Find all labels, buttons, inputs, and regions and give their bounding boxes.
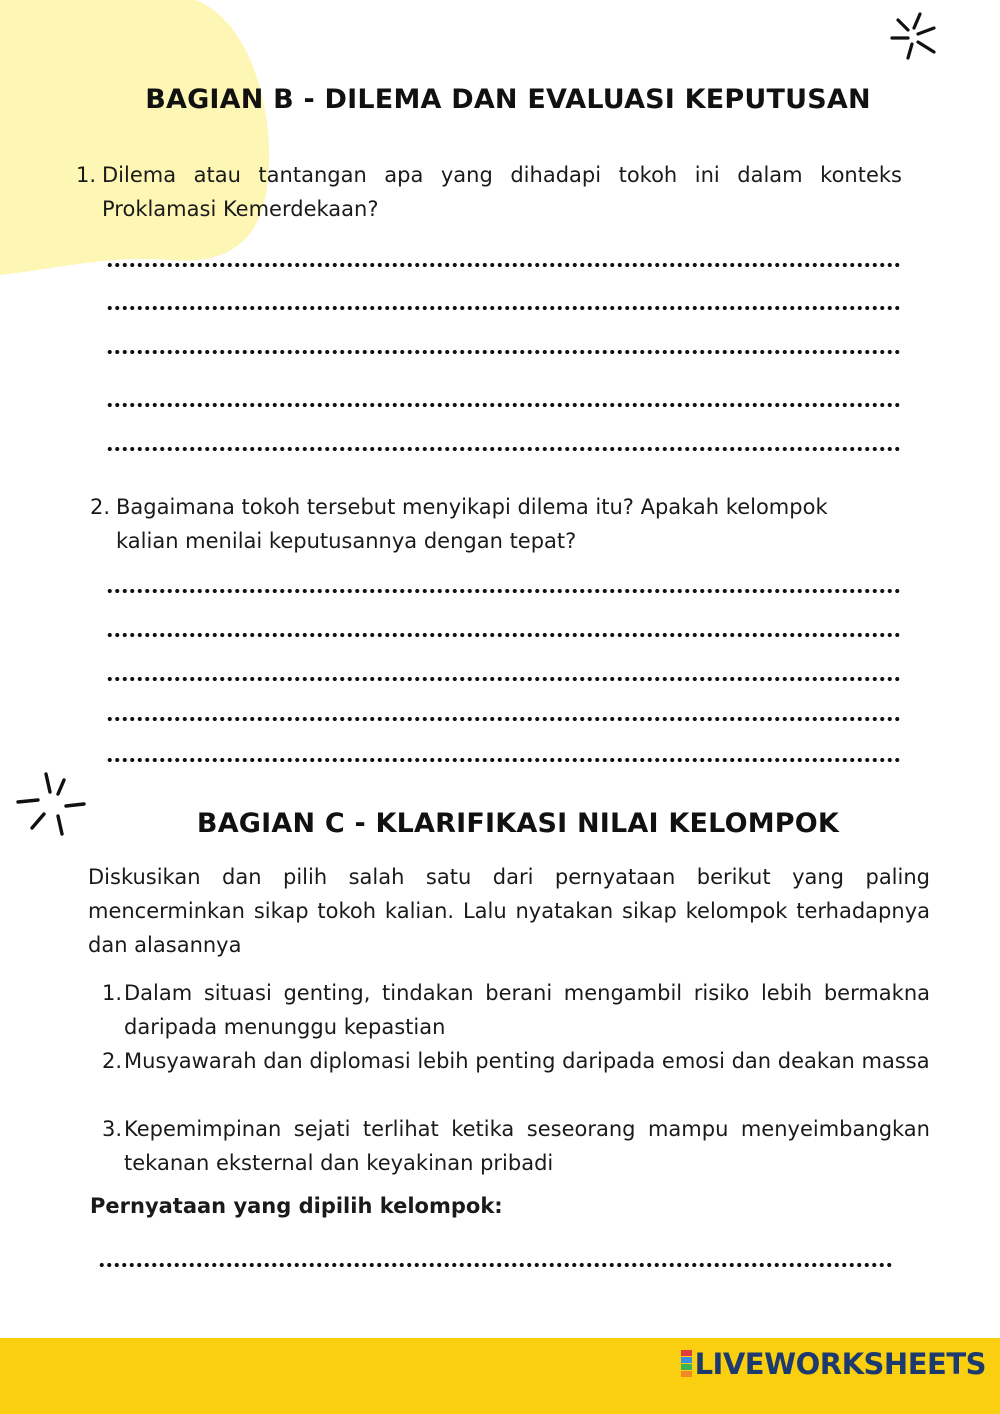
answer-line[interactable] — [106, 677, 902, 681]
statement-number: 2. — [102, 1049, 123, 1073]
decorative-yellow-blob — [0, 0, 290, 290]
question-number: 2. — [90, 495, 111, 519]
chosen-statement-label: Pernyataan yang dipilih kelompok: — [90, 1194, 503, 1218]
answer-line[interactable] — [98, 1263, 892, 1267]
statement-2 — [102, 1044, 930, 1078]
statement-1 — [102, 976, 930, 1044]
statement-3 — [102, 1112, 930, 1180]
answer-line[interactable] — [106, 403, 902, 407]
liveworksheets-logo[interactable] — [681, 1346, 986, 1382]
question-text: Bagaimana tokoh tersebut menyikapi dilema itu? Apakah kelompok kalian menilai keputusannya dengan tepat? — [116, 495, 828, 553]
brand-name: LIVEWORKSHEETS — [694, 1347, 986, 1381]
answer-line[interactable] — [106, 633, 902, 637]
question-1 — [76, 158, 902, 226]
sparkle-icon — [884, 8, 944, 68]
answer-line[interactable] — [106, 350, 902, 354]
liveworksheets-logo-icon — [681, 1350, 692, 1378]
answer-line[interactable] — [106, 758, 902, 762]
section-c-instruction: Diskusikan dan pilih salah satu dari pernyataan berikut yang paling mencerminkan sikap tokoh kalian. Lalu nyatakan sikap kelompok terhadapnya dan alasannya — [88, 865, 930, 957]
answer-line[interactable] — [106, 589, 902, 593]
statement-number: 1. — [102, 981, 123, 1005]
section-c-title: BAGIAN C - KLARIFIKASI NILAI KELOMPOK — [196, 808, 840, 839]
statement-text: Kepemimpinan sejati terlihat ketika seseorang mampu menyeimbangkan tekanan eksternal dan keyakinan pribadi — [124, 1117, 930, 1175]
answer-line[interactable] — [106, 447, 902, 451]
question-text: Dilema atau tantangan apa yang dihadapi tokoh ini dalam konteks Proklamasi Kemerdekaan? — [102, 163, 902, 221]
answer-line[interactable] — [106, 306, 902, 310]
statement-number: 3. — [102, 1117, 123, 1141]
answer-line[interactable] — [106, 717, 902, 721]
answer-line[interactable] — [106, 263, 902, 267]
question-number: 1. — [76, 163, 97, 187]
question-2 — [90, 490, 890, 558]
statement-text: Dalam situasi genting, tindakan berani mengambil risiko lebih bermakna daripada menunggu kepastian — [124, 981, 930, 1039]
statement-text: Musyawarah dan diplomasi lebih penting daripada emosi dan deakan massa — [124, 1049, 930, 1073]
section-b-title: BAGIAN B - DILEMA DAN EVALUASI KEPUTUSAN — [145, 84, 871, 115]
